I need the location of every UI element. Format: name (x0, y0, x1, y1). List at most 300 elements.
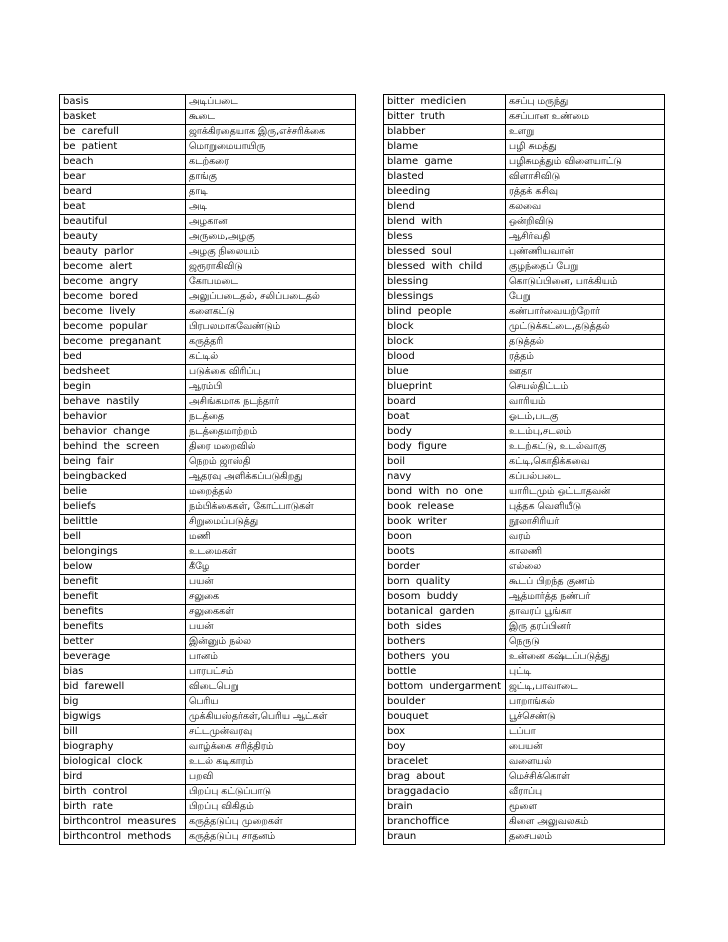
english-term: benefits (60, 620, 186, 635)
tamil-translation: வளையல் (506, 755, 665, 770)
tamil-translation: புத்தக வெளியீடு (506, 500, 665, 515)
tamil-translation: பெரிய (186, 695, 356, 710)
table-row (60, 800, 356, 815)
table-row (384, 305, 665, 320)
tamil-translation: பிறப்பு விகிதம் (186, 800, 356, 815)
table-row (60, 200, 356, 215)
tamil-translation: உளறு (506, 125, 665, 140)
table-row (384, 125, 665, 140)
english-term: beauty parlor (60, 245, 186, 260)
tamil-translation: சலுகை (186, 590, 356, 605)
english-term: belongings (60, 545, 186, 560)
table-row (384, 95, 665, 110)
tamil-translation: கருத்தடுப்பு சாதனம் (186, 830, 356, 845)
english-term: boat (384, 410, 506, 425)
english-term: blend with (384, 215, 506, 230)
tamil-translation: நடத்தைமாற்றம் (186, 425, 356, 440)
tamil-translation: முட்டுக்கட்டை,தடுத்தல் (506, 320, 665, 335)
tamil-translation: பாறாங்கல் (506, 695, 665, 710)
english-term: basis (60, 95, 186, 110)
tamil-translation: படுக்கை விரிப்பு (186, 365, 356, 380)
table-row (384, 440, 665, 455)
tamil-translation: வீராப்பு (506, 785, 665, 800)
english-term: body (384, 425, 506, 440)
english-term: beach (60, 155, 186, 170)
english-term: bird (60, 770, 186, 785)
tamil-translation: இரு தரப்பினர் (506, 620, 665, 635)
table-row (60, 155, 356, 170)
tamil-translation: முக்கியஸ்தர்கள்,பெரிய ஆட்கள் (186, 710, 356, 725)
tamil-translation: அழகான (186, 215, 356, 230)
table-row (384, 410, 665, 425)
english-term: bleeding (384, 185, 506, 200)
table-row (60, 470, 356, 485)
table-row (60, 680, 356, 695)
english-term: braun (384, 830, 506, 845)
english-term: boy (384, 740, 506, 755)
english-term: behave nastily (60, 395, 186, 410)
tamil-translation: ஆசிர்வதி (506, 230, 665, 245)
english-term: blabber (384, 125, 506, 140)
tamil-translation: பயன் (186, 575, 356, 590)
english-term: bigwigs (60, 710, 186, 725)
english-term: belie (60, 485, 186, 500)
dictionary-table-left (59, 94, 356, 845)
english-term: born quality (384, 575, 506, 590)
table-row (384, 575, 665, 590)
table-row (60, 215, 356, 230)
table-row (60, 335, 356, 350)
table-row (384, 230, 665, 245)
tamil-translation: உடற்கட்டு, உடல்வாகு (506, 440, 665, 455)
english-term: behind the screen (60, 440, 186, 455)
tamil-translation: கசப்பான உண்மை (506, 110, 665, 125)
table-row (384, 815, 665, 830)
english-term: navy (384, 470, 506, 485)
table-row (384, 455, 665, 470)
english-term: boots (384, 545, 506, 560)
tamil-translation: கருத்தரி (186, 335, 356, 350)
english-term: become popular (60, 320, 186, 335)
english-term: bosom buddy (384, 590, 506, 605)
table-row (60, 440, 356, 455)
english-term: bedsheet (60, 365, 186, 380)
dictionary-table-right-body (384, 95, 665, 845)
tamil-translation: நூலாசிரியர் (506, 515, 665, 530)
table-row (60, 455, 356, 470)
tamil-translation: சலுகைகள் (186, 605, 356, 620)
english-term: border (384, 560, 506, 575)
english-term: biography (60, 740, 186, 755)
english-term: blame (384, 140, 506, 155)
table-row (384, 395, 665, 410)
table-row (384, 665, 665, 680)
english-term: belittle (60, 515, 186, 530)
table-row (60, 770, 356, 785)
tamil-translation: நடத்தை (186, 410, 356, 425)
english-term: bid farewell (60, 680, 186, 695)
english-term: beat (60, 200, 186, 215)
tamil-translation: பழி சுமத்து (506, 140, 665, 155)
table-row (384, 350, 665, 365)
tamil-translation: பழிசுமத்தும் விளையாட்டு (506, 155, 665, 170)
tamil-translation: செயல்திட்டம் (506, 380, 665, 395)
tamil-translation: தாவரப் பூங்கா (506, 605, 665, 620)
english-term: beautiful (60, 215, 186, 230)
table-row (384, 725, 665, 740)
table-row (60, 725, 356, 740)
table-row (384, 560, 665, 575)
english-term: become lively (60, 305, 186, 320)
english-term: birth rate (60, 800, 186, 815)
english-term: branchoffice (384, 815, 506, 830)
tamil-translation: சட்டமுன்வரவு (186, 725, 356, 740)
tamil-translation: பையன் (506, 740, 665, 755)
english-term: blessed soul (384, 245, 506, 260)
table-row (384, 335, 665, 350)
english-term: become alert (60, 260, 186, 275)
table-row (60, 395, 356, 410)
tamil-translation: புண்ணியவான் (506, 245, 665, 260)
table-row (60, 545, 356, 560)
table-row (60, 650, 356, 665)
english-term: bouquet (384, 710, 506, 725)
table-row (60, 140, 356, 155)
tamil-translation: பானம் (186, 650, 356, 665)
tamil-translation: ஊதா (506, 365, 665, 380)
tamil-translation: நம்பிக்கைகள், கோட்பாடுகள் (186, 500, 356, 515)
english-term: blasted (384, 170, 506, 185)
english-term: behavior change (60, 425, 186, 440)
tamil-translation: திரை மறைவில் (186, 440, 356, 455)
english-term: below (60, 560, 186, 575)
english-term: be patient (60, 140, 186, 155)
tamil-translation: கட்டில் (186, 350, 356, 365)
tamil-translation: கடற்கரை (186, 155, 356, 170)
table-row (60, 305, 356, 320)
english-term: bottle (384, 665, 506, 680)
tamil-translation: தாடி (186, 185, 356, 200)
tamil-translation: உன்னை கஷ்டப்படுத்து (506, 650, 665, 665)
table-row (60, 620, 356, 635)
english-term: boulder (384, 695, 506, 710)
table-row (60, 410, 356, 425)
english-term: benefits (60, 605, 186, 620)
tamil-translation: மணி (186, 530, 356, 545)
tamil-translation: நெறம் ஜாஸ்தி (186, 455, 356, 470)
tamil-translation: பாரபட்சம் (186, 665, 356, 680)
english-term: blessings (384, 290, 506, 305)
tamil-translation: பிரபலமாகவேண்டும் (186, 320, 356, 335)
table-row (60, 710, 356, 725)
tamil-translation: பேறு (506, 290, 665, 305)
tamil-translation: கீழே (186, 560, 356, 575)
table-row (60, 320, 356, 335)
tamil-translation: கோபமடை (186, 275, 356, 290)
table-row (384, 365, 665, 380)
table-row (60, 695, 356, 710)
table-row (384, 320, 665, 335)
table-row (60, 230, 356, 245)
tamil-translation: மறைத்தல் (186, 485, 356, 500)
table-row (60, 185, 356, 200)
tamil-translation: ஆதரவு அளிக்கப்படுகிறது (186, 470, 356, 485)
table-row (384, 785, 665, 800)
english-term: behavior (60, 410, 186, 425)
tamil-translation: ஒன்றிவிடு (506, 215, 665, 230)
english-term: blessed with child (384, 260, 506, 275)
table-row (60, 290, 356, 305)
tamil-translation: அடி (186, 200, 356, 215)
tamil-translation: உடமைகள் (186, 545, 356, 560)
table-row (60, 530, 356, 545)
table-row (384, 185, 665, 200)
table-row (60, 785, 356, 800)
table-row (384, 260, 665, 275)
table-row (384, 605, 665, 620)
english-term: both sides (384, 620, 506, 635)
tamil-translation: சிறுமைப்படுத்து (186, 515, 356, 530)
tamil-translation: தடுத்தல் (506, 335, 665, 350)
tamil-translation: குழந்தைப் பேறு (506, 260, 665, 275)
table-row (384, 275, 665, 290)
table-row (384, 485, 665, 500)
table-row (60, 635, 356, 650)
tamil-translation: கண்பார்வையற்றோர் (506, 305, 665, 320)
table-row (384, 245, 665, 260)
english-term: boil (384, 455, 506, 470)
tamil-translation: விளாசிவிடு (506, 170, 665, 185)
table-row (60, 575, 356, 590)
tamil-translation: பிறப்பு கட்டுப்பாடு (186, 785, 356, 800)
english-term: blame game (384, 155, 506, 170)
dictionary-table-right (383, 94, 665, 845)
table-row (60, 515, 356, 530)
english-term: bond with no one (384, 485, 506, 500)
table-row (60, 380, 356, 395)
english-term: bottom undergarment (384, 680, 506, 695)
english-term: being fair (60, 455, 186, 470)
english-term: beliefs (60, 500, 186, 515)
english-term: botanical garden (384, 605, 506, 620)
english-term: brain (384, 800, 506, 815)
table-row (384, 425, 665, 440)
tamil-translation: கருத்தடுப்பு முறைகள் (186, 815, 356, 830)
english-term: boon (384, 530, 506, 545)
table-row (384, 710, 665, 725)
table-row (60, 110, 356, 125)
table-row (384, 620, 665, 635)
english-term: big (60, 695, 186, 710)
tamil-translation: கொடுப்பினை, பாக்கியம் (506, 275, 665, 290)
tamil-translation: அசிங்கமாக நடந்தார் (186, 395, 356, 410)
dictionary-table-left-body (60, 95, 356, 845)
tamil-translation: வாரியம் (506, 395, 665, 410)
tamil-translation: வாழ்க்கை சரித்திரம் (186, 740, 356, 755)
tamil-translation: கூடை (186, 110, 356, 125)
table-row (60, 755, 356, 770)
tamil-translation: ஆரம்பி (186, 380, 356, 395)
tamil-translation: கலவை (506, 200, 665, 215)
tamil-translation: தசைபலம் (506, 830, 665, 845)
english-term: blue (384, 365, 506, 380)
tamil-translation: அருமை,அழகு (186, 230, 356, 245)
table-row (60, 260, 356, 275)
english-term: birthcontrol methods (60, 830, 186, 845)
table-row (384, 215, 665, 230)
table-row (60, 275, 356, 290)
tamil-translation: கூடப் பிறந்த குணம் (506, 575, 665, 590)
table-row (60, 95, 356, 110)
table-row (60, 170, 356, 185)
table-row (384, 155, 665, 170)
english-term: box (384, 725, 506, 740)
table-row (384, 470, 665, 485)
english-term: birth control (60, 785, 186, 800)
table-row (60, 740, 356, 755)
table-row (384, 380, 665, 395)
table-row (60, 365, 356, 380)
tamil-translation: உடம்பு,சடலம் (506, 425, 665, 440)
english-term: benefit (60, 575, 186, 590)
english-term: birthcontrol measures (60, 815, 186, 830)
tamil-translation: மூளை (506, 800, 665, 815)
tamil-translation: காலணி (506, 545, 665, 560)
tamil-translation: இன்னும் நல்ல (186, 635, 356, 650)
table-row (384, 830, 665, 845)
english-term: brag about (384, 770, 506, 785)
english-term: beard (60, 185, 186, 200)
english-term: become preganant (60, 335, 186, 350)
english-term: board (384, 395, 506, 410)
tamil-translation: யாரிடமும் ஒட்டாதவன் (506, 485, 665, 500)
table-row (384, 770, 665, 785)
english-term: begin (60, 380, 186, 395)
english-term: bothers (384, 635, 506, 650)
english-term: blood (384, 350, 506, 365)
table-row (384, 110, 665, 125)
table-row (60, 560, 356, 575)
table-row (384, 530, 665, 545)
english-term: basket (60, 110, 186, 125)
tamil-translation: வரம் (506, 530, 665, 545)
english-term: bitter medicien (384, 95, 506, 110)
table-row (60, 485, 356, 500)
tamil-translation: எல்லை (506, 560, 665, 575)
english-term: beverage (60, 650, 186, 665)
table-row (60, 830, 356, 845)
english-term: beauty (60, 230, 186, 245)
table-row (60, 245, 356, 260)
table-row (384, 680, 665, 695)
english-term: bear (60, 170, 186, 185)
english-term: blind people (384, 305, 506, 320)
tamil-translation: ஜட்டி,பாவாடை (506, 680, 665, 695)
tamil-translation: கிளை அலுவலகம் (506, 815, 665, 830)
tamil-translation: தாங்கு (186, 170, 356, 185)
tamil-translation: கப்பல்படை (506, 470, 665, 485)
tamil-translation: மெச்சிக்கொள் (506, 770, 665, 785)
tamil-translation: புட்டி (506, 665, 665, 680)
english-term: beingbacked (60, 470, 186, 485)
table-row (60, 605, 356, 620)
english-term: bracelet (384, 755, 506, 770)
tamil-translation: அலுப்படைதல், சலிப்படைதல் (186, 290, 356, 305)
table-row (384, 500, 665, 515)
table-row (384, 740, 665, 755)
english-term: bless (384, 230, 506, 245)
table-row (60, 425, 356, 440)
tamil-translation: அடிப்படை (186, 95, 356, 110)
english-term: be carefull (60, 125, 186, 140)
english-term: book writer (384, 515, 506, 530)
english-term: blend (384, 200, 506, 215)
english-term: biological clock (60, 755, 186, 770)
tamil-translation: பூச்செண்டு (506, 710, 665, 725)
english-term: bothers you (384, 650, 506, 665)
table-row (60, 500, 356, 515)
english-term: bell (60, 530, 186, 545)
table-row (384, 545, 665, 560)
table-row (384, 140, 665, 155)
table-row (60, 125, 356, 140)
tamil-translation: உடல் கடிகாரம் (186, 755, 356, 770)
tamil-translation: ஜரூராகிவிடு (186, 260, 356, 275)
table-row (384, 800, 665, 815)
tamil-translation: கசப்பு மருந்து (506, 95, 665, 110)
english-term: bed (60, 350, 186, 365)
tamil-translation: ஜாக்கிரதையாக இரு,எச்சரிக்கை (186, 125, 356, 140)
table-row (60, 590, 356, 605)
english-term: body figure (384, 440, 506, 455)
tamil-translation: ரத்தக் கசிவு (506, 185, 665, 200)
tamil-translation: டப்பா (506, 725, 665, 740)
english-term: better (60, 635, 186, 650)
tamil-translation: நெருடு (506, 635, 665, 650)
english-term: become angry (60, 275, 186, 290)
tamil-translation: அழகு நிலையம் (186, 245, 356, 260)
table-row (60, 350, 356, 365)
english-term: block (384, 335, 506, 350)
table-row (384, 590, 665, 605)
english-term: blueprint (384, 380, 506, 395)
english-term: bias (60, 665, 186, 680)
tamil-translation: ஆத்மார்த்த நண்பர் (506, 590, 665, 605)
english-term: book release (384, 500, 506, 515)
tamil-translation: ரத்தம் (506, 350, 665, 365)
tamil-translation: மொறுமையாயிரு (186, 140, 356, 155)
tamil-translation: ஓடம்,படகு (506, 410, 665, 425)
english-term: bill (60, 725, 186, 740)
table-row (384, 515, 665, 530)
tamil-translation: களைகட்டு (186, 305, 356, 320)
table-row (384, 695, 665, 710)
table-row (384, 635, 665, 650)
english-term: blessing (384, 275, 506, 290)
tamil-translation: பறவி (186, 770, 356, 785)
tamil-translation: பயன் (186, 620, 356, 635)
table-row (60, 665, 356, 680)
table-row (384, 650, 665, 665)
table-row (384, 200, 665, 215)
english-term: become bored (60, 290, 186, 305)
tamil-translation: கட்டி,கொதிக்கவை (506, 455, 665, 470)
english-term: bitter truth (384, 110, 506, 125)
english-term: braggadacio (384, 785, 506, 800)
table-row (384, 170, 665, 185)
table-row (384, 755, 665, 770)
table-row (384, 290, 665, 305)
